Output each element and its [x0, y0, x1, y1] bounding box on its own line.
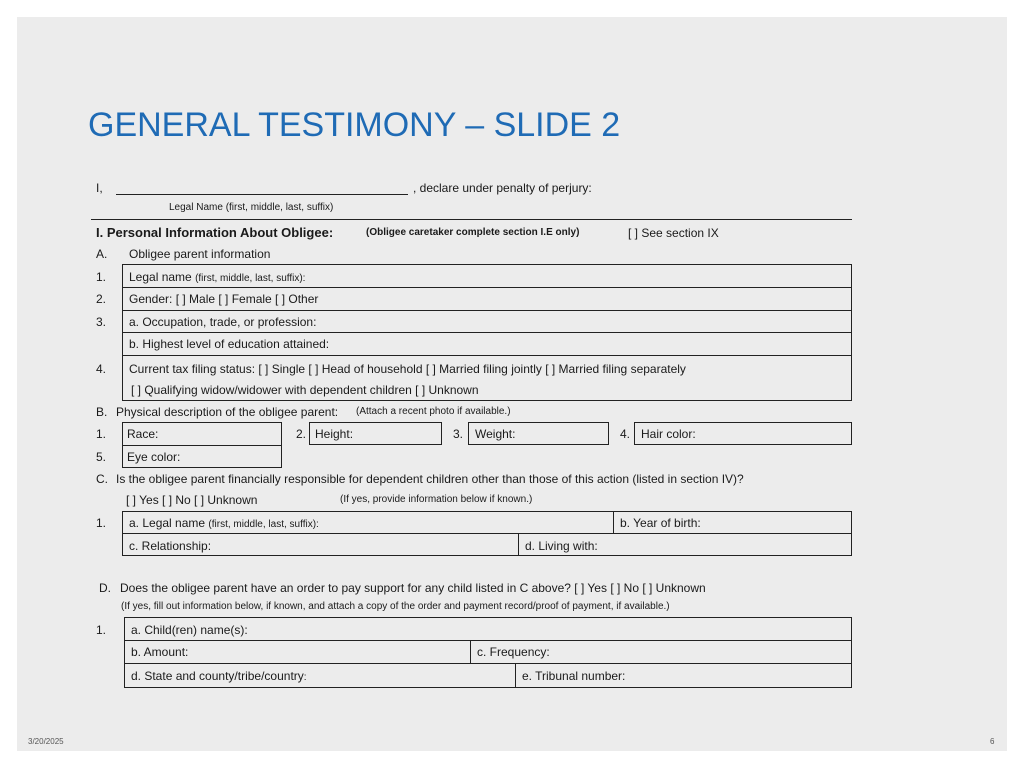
section-i-title: I. Personal Information About Obligee: [96, 225, 334, 240]
section-c-note: (If yes, provide information below if known.) [340, 494, 533, 505]
section-d-text[interactable]: Does the obligee parent have an order to pay support for any child listed in C above? [ ] Yes [ ] No [ ] Unknown [120, 581, 706, 595]
row-divider [122, 287, 852, 288]
legal-name-hint: (first, middle, last, suffix): [195, 273, 306, 284]
section-divider [91, 219, 852, 220]
intro-i: I, [96, 181, 103, 195]
section-b-label: B. [96, 405, 108, 419]
legal-name-underline[interactable] [116, 194, 408, 195]
col-divider [515, 663, 516, 688]
d-children-field[interactable]: a. Child(ren) name(s): [131, 623, 248, 637]
b-num-3: 3. [453, 427, 464, 441]
legal-name-field[interactable] [129, 270, 305, 284]
occupation-field[interactable]: a. Occupation, trade, or profession: [129, 315, 317, 329]
hair-color-field[interactable]: Hair color: [641, 427, 696, 441]
section-i-see[interactable]: [ ] See section IX [628, 226, 719, 240]
b-num-2: 2. [296, 427, 307, 441]
row-divider [124, 640, 852, 641]
row-divider [124, 663, 852, 664]
d-state-colon: : [303, 672, 307, 683]
b-num-5: 5. [96, 450, 107, 464]
section-c-options[interactable]: [ ] Yes [ ] No [ ] Unknown [126, 493, 258, 507]
tax-status-line-2[interactable]: [ ] Qualifying widow/widower with dependent children [ ] Unknown [131, 383, 479, 397]
d-amount-field[interactable]: b. Amount: [131, 645, 189, 659]
section-i-note: (Obligee caretaker complete section I.E only) [366, 227, 580, 238]
section-b-text: Physical description of the obligee parent: [116, 405, 339, 419]
legal-name-label: Legal name [129, 270, 192, 284]
row-divider [122, 445, 282, 446]
col-divider [470, 640, 471, 663]
row-divider [122, 310, 852, 311]
section-c-label: C. [96, 472, 108, 486]
gender-field[interactable]: Gender: [ ] Male [ ] Female [ ] Other [129, 292, 319, 306]
race-field[interactable]: Race: [127, 427, 159, 441]
d-frequency-field[interactable]: c. Frequency: [477, 645, 550, 659]
c-legal-name-hint: (first, middle, last, suffix): [208, 519, 319, 530]
section-a-label: A. [96, 247, 108, 261]
row-num-3: 3. [96, 315, 107, 329]
c-num-1: 1. [96, 516, 107, 530]
c-living-with-field[interactable]: d. Living with: [525, 539, 598, 553]
b-num-4: 4. [620, 427, 631, 441]
education-field[interactable]: b. Highest level of education attained: [129, 337, 330, 351]
section-d-note: (If yes, fill out information below, if known, and attach a copy of the order and payment record/proof of payment, if available.) [121, 601, 670, 612]
c-relationship-field[interactable]: c. Relationship: [129, 539, 212, 553]
section-d-label: D. [99, 581, 111, 595]
c-year-of-birth-field[interactable]: b. Year of birth: [620, 516, 701, 530]
slide-title: GENERAL TESTIMONY – SLIDE 2 [88, 106, 621, 144]
d-tribunal-field[interactable]: e. Tribunal number: [522, 669, 626, 683]
d-num-1: 1. [96, 623, 107, 637]
row-num-1: 1. [96, 270, 107, 284]
row-divider [122, 533, 852, 534]
b-num-1: 1. [96, 427, 107, 441]
section-b-note: (Attach a recent photo if available.) [356, 406, 511, 417]
d-state-label: d. State and county/tribe/country [131, 669, 304, 683]
section-c-text: Is the obligee parent financially responsible for dependent children other than those of this action (listed in section IV)? [116, 472, 744, 486]
eye-color-field[interactable]: Eye color: [127, 450, 181, 464]
slide-date: 3/20/2025 [28, 737, 64, 746]
weight-field[interactable]: Weight: [475, 427, 516, 441]
row-num-4: 4. [96, 362, 107, 376]
height-field[interactable]: Height: [315, 427, 354, 441]
col-divider [613, 511, 614, 533]
intro-declare: , declare under penalty of perjury: [413, 181, 592, 195]
row-num-2: 2. [96, 292, 107, 306]
legal-name-caption: Legal Name (first, middle, last, suffix) [169, 202, 334, 213]
c-legal-name-label: a. Legal name [129, 516, 206, 530]
c-legal-name-field[interactable] [129, 516, 319, 530]
row-divider [122, 355, 852, 356]
section-a-text: Obligee parent information [129, 247, 271, 261]
col-divider [518, 533, 519, 556]
row-divider [122, 332, 852, 333]
slide-page-number: 6 [990, 737, 995, 746]
tax-status-line-1[interactable]: Current tax filing status: [ ] Single [ ] Head of household [ ] Married filing jointly [ ] Married filing separately [129, 362, 686, 376]
d-state-field[interactable] [131, 669, 307, 683]
